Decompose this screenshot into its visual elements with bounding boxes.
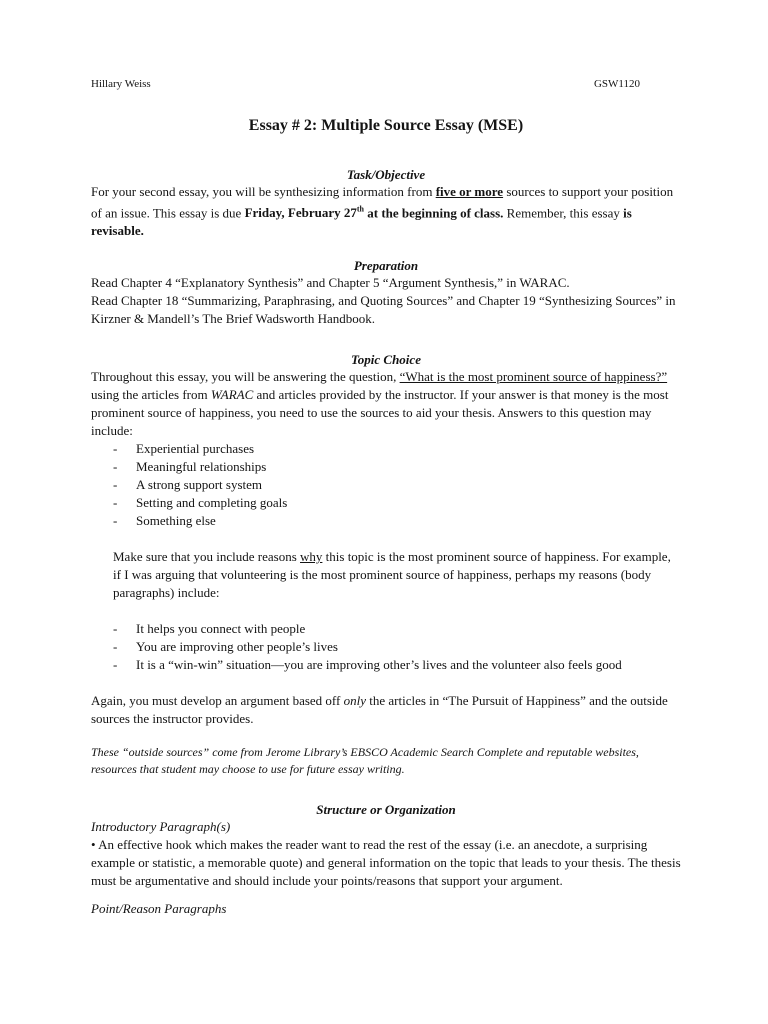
intro-paragraph-heading: Introductory Paragraph(s) — [91, 819, 231, 835]
topic-heading: Topic Choice — [351, 352, 421, 368]
due-date-suffix: th — [356, 205, 364, 214]
topic-text: Throughout this essay, you will be answering the question, — [91, 369, 400, 385]
point-reason-heading: Point/Reason Paragraphs — [91, 901, 227, 917]
outside-sources-note: These “outside sources” come from Jerome Library’s EBSCO Academic Search Complete and reputable websites, resources that student may choose to use for future essay writing. — [91, 745, 639, 777]
reasons-text: this topic is the most prominent source of happiness. For example, if I was arguing that volunteering is the most prominent source of happiness, perhaps my reasons (body paragraphs) include: — [113, 549, 671, 601]
reasons-example-list — [91, 620, 681, 674]
preparation-line: Read Chapter 4 “Explanatory Synthesis” and Chapter 5 “Argument Synthesis,” in WARAC. — [91, 275, 570, 291]
topic-text: and articles provided by the instructor. If your answer is that money is the most prominent source of happiness, you need to use the sources to aid your thesis. Answers to this question may include: — [91, 387, 669, 439]
topic-paragraph — [91, 368, 681, 440]
topic-text: using the articles from — [91, 387, 211, 403]
course-code: GSW1120 — [593, 78, 640, 90]
argument-text: the articles in “The Pursuit of Happiness” and the outside sources the instructor provides. — [91, 693, 668, 727]
preparation-line: Read Chapter 18 “Summarizing, Paraphrasing, and Quoting Sources” and Chapter 19 “Synthesizing Sources” in Kirzner & Mandell’s The Brief Wadsworth Handbook. — [91, 293, 676, 327]
author-name: Hillary Weiss — [91, 78, 151, 90]
argument-paragraph — [91, 692, 681, 728]
essay-title: Essay # 2: Multiple Source Essay (MSE) — [248, 117, 524, 134]
task-paragraph — [91, 183, 681, 240]
task-text: For your second essay, you will be synthesizing information from — [91, 184, 436, 199]
task-revisable: is revisable. — [91, 205, 632, 239]
list-item: - Meaningful relationships — [113, 458, 681, 476]
list-item: - Experiential purchases — [113, 440, 681, 458]
task-due-time: at the beginning of class. — [364, 205, 504, 221]
task-source-count: five or more — [435, 184, 504, 199]
topic-question: “What is the most prominent source of happiness?” — [399, 369, 668, 385]
page-header — [91, 78, 681, 94]
document-page — [91, 78, 681, 918]
topic-book-name: WARAC — [210, 387, 254, 403]
reasons-emphasis: why — [300, 549, 323, 565]
task-due-date — [245, 205, 364, 220]
reasons-text: Make sure that you include reasons — [113, 549, 301, 565]
list-item: - Setting and completing goals — [113, 494, 681, 512]
task-text: sources to support your position of an issue. This essay is due — [91, 184, 674, 221]
argument-text: Again, you must develop an argument based off — [91, 693, 344, 709]
preparation-heading: Preparation — [353, 258, 419, 274]
task-heading: Task/Objective — [346, 167, 426, 182]
intro-paragraph-text: • An effective hook which makes the reader want to read the rest of the essay (i.e. an anecdote, a surprising example or statistic, a memorable quote) and general information on the topic that leads to your thesis. The thesis must be argumentative and should include your points/reasons that support your argument. — [91, 837, 681, 889]
structure-heading: Structure or Organization — [316, 802, 456, 818]
list-item: - A strong support system — [113, 476, 681, 494]
answer-options-list — [91, 440, 681, 530]
argument-emphasis: only — [343, 693, 366, 709]
task-text: Remember, this essay — [503, 205, 624, 221]
due-date-text: Friday, February 27 — [244, 205, 357, 221]
list-item: - Something else — [113, 512, 681, 530]
list-item: - You are improving other people’s lives — [113, 638, 681, 656]
list-item: - It helps you connect with people — [113, 620, 681, 638]
list-item: - It is a “win-win” situation—you are improving other’s lives and the volunteer also feels good — [113, 656, 681, 674]
reasons-paragraph — [91, 548, 681, 602]
